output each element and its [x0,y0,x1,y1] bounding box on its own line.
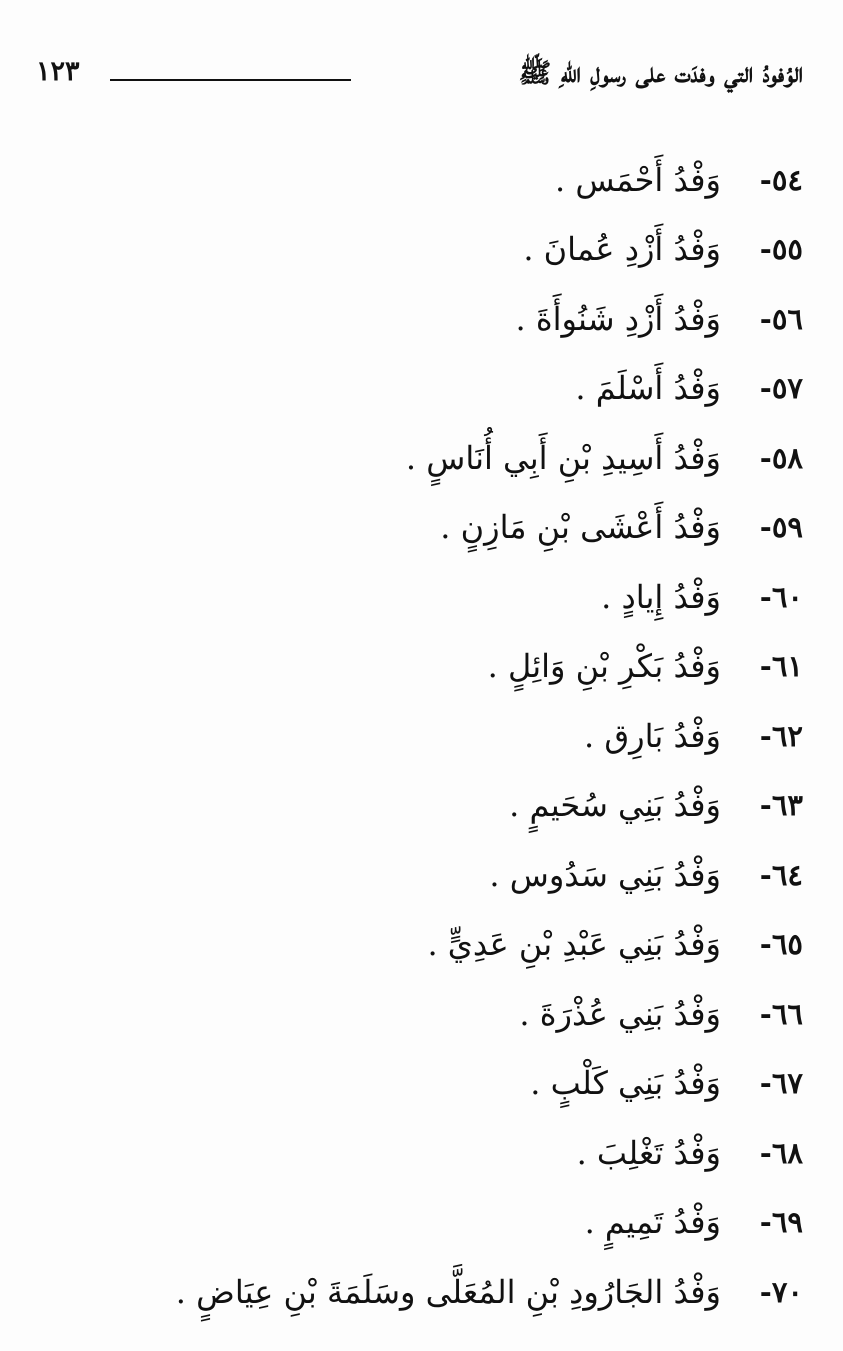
entry-number: ٦٥- [759,927,803,962]
entry-text: وَفْدُ بَنِي كَلْبٍ . [530,1064,721,1103]
running-title: الوُفودُ التي وفدَت على رسولِ اللهِ ﷺ [518,58,803,89]
list-item [103,145,803,215]
entry-number: ٦٦- [759,996,803,1031]
entry-text: وَفْدُ الجَارُودِ بْنِ المُعَلَّى وسَلَمَةَ بْنِ عِيَاضٍ . [175,1272,721,1311]
entry-text: وَفْدُ بَنِي عَبْدِ بْنِ عَدِيٍّ . [427,925,721,964]
entry-number: ٥٥- [759,232,803,267]
entry-number: ٥٤- [759,162,803,197]
entry-text: وَفْدُ بَارِق . [584,716,721,755]
entry-number: ٦٨- [759,1135,803,1170]
entry-text: وَفْدُ بَنِي سُحَيمٍ . [509,786,721,825]
list-item [103,284,803,354]
entry-text: وَفْدُ تَمِيمٍ . [584,1203,721,1242]
entry-number: ٦٤- [759,857,803,892]
entry-text: وَفْدُ أَحْمَس . [554,160,721,199]
list-item [103,562,803,632]
entry-text: وَفْدُ أَسِيدِ بْنِ أَبِي أُنَاسٍ . [405,438,721,477]
entry-number: ٦٢- [759,718,803,753]
entry-number: ٥٨- [759,440,803,475]
entry-number: ٥٩- [759,510,803,545]
list-item [103,1049,803,1119]
entry-number: ٥٧- [759,371,803,406]
page-header [36,50,803,98]
page-number: ١٢٣ [36,56,80,87]
list-item [103,840,803,910]
entry-number: ٥٦- [759,301,803,336]
entry-number: ٦٣- [759,788,803,823]
list-item [103,215,803,285]
list-item [103,910,803,980]
entry-text: وَفْدُ بَنِي عُذْرَةَ . [519,994,721,1033]
list-item [103,1188,803,1258]
list-item [103,771,803,841]
header-rule [110,79,351,81]
entry-text: وَفْدُ بَكْرِ بْنِ وَائِلٍ . [487,647,721,686]
entry-number: ٦٠- [759,579,803,614]
entry-number: ٦٩- [759,1205,803,1240]
entry-text: وَفْدُ أَزْدِ شَنُوأَةَ . [515,299,721,338]
entry-text: وَفْدُ أَعْشَى بْنِ مَازِنٍ . [440,508,721,547]
entry-number: ٦١- [759,649,803,684]
entry-text: وَفْدُ تَغْلِبَ . [576,1133,721,1172]
entry-text: وَفْدُ بَنِي سَدُوس . [489,855,721,894]
entry-text: وَفْدُ أَسْلَمَ . [575,369,721,408]
list-item [103,1118,803,1188]
entry-text: وَفْدُ إِيادٍ . [601,577,721,616]
list-item [103,493,803,563]
entry-number: ٦٧- [759,1066,803,1101]
list-item [103,1257,803,1327]
list-item [103,979,803,1049]
list-item [103,701,803,771]
list-item [103,423,803,493]
list-item [103,354,803,424]
list-item [103,632,803,702]
delegation-list [103,145,803,1327]
entry-text: وَفْدُ أَزْدِ عُمانَ . [523,230,721,269]
entry-number: ٧٠- [759,1274,803,1309]
